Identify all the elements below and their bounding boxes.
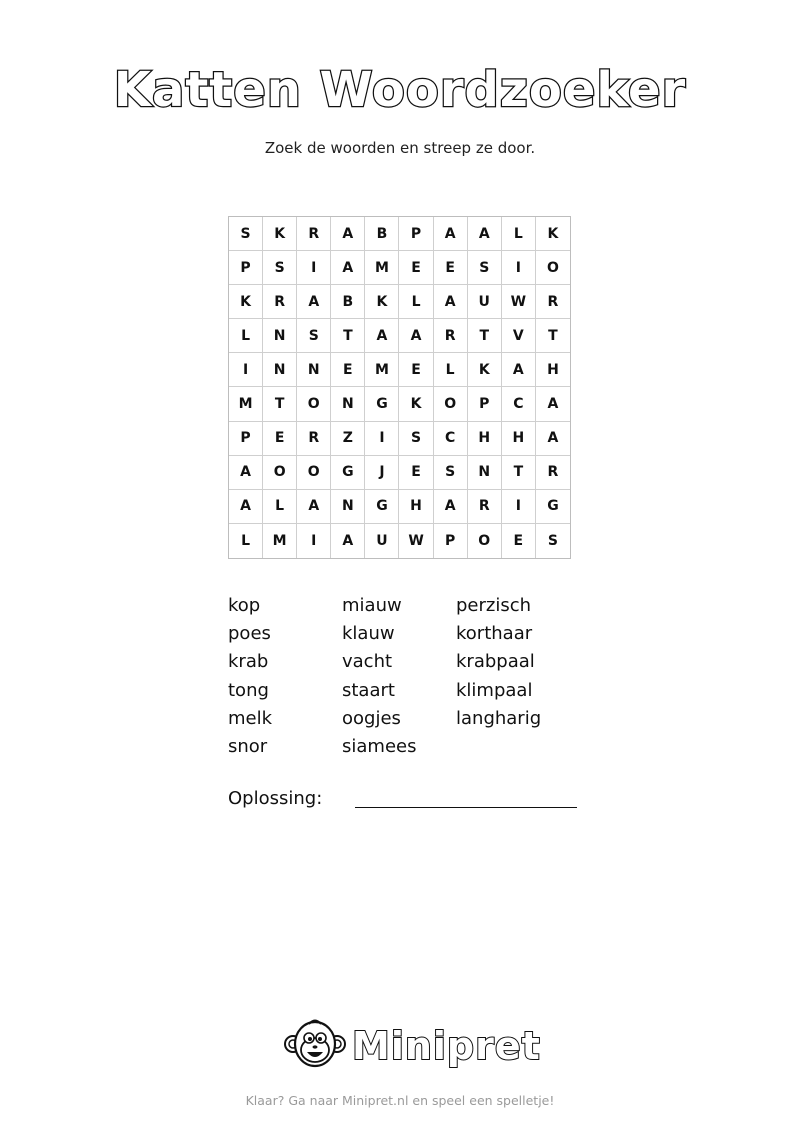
word-list-item: krabpaal [456, 651, 535, 673]
grid-cell[interactable]: N [263, 319, 297, 353]
grid-cell[interactable]: A [297, 285, 331, 319]
grid-cell[interactable]: O [297, 387, 331, 421]
grid-cell[interactable]: S [297, 319, 331, 353]
grid-cell[interactable]: S [399, 422, 433, 456]
grid-cell[interactable]: E [399, 456, 433, 490]
grid-cell[interactable]: K [263, 217, 297, 251]
grid-cell[interactable]: N [297, 353, 331, 387]
grid-cell[interactable]: N [468, 456, 502, 490]
grid-cell[interactable]: R [263, 285, 297, 319]
grid-cell[interactable]: S [547, 532, 558, 549]
grid-cell[interactable]: M [229, 387, 263, 421]
grid-cell[interactable]: A [502, 353, 536, 387]
grid-cell[interactable]: J [365, 456, 399, 490]
grid-cell[interactable]: O [263, 456, 297, 490]
word-list-item: krab [228, 651, 269, 673]
grid-cell[interactable]: A [229, 490, 263, 524]
word-list-item: snor [228, 736, 268, 758]
grid-cell[interactable]: O [468, 524, 502, 558]
grid-cell[interactable]: U [468, 285, 502, 319]
word-list-item: miauw [342, 595, 402, 616]
page-title: Katten Woordzoeker [113, 62, 687, 118]
grid-cell[interactable]: C [502, 387, 536, 421]
grid-cell[interactable]: A [331, 251, 365, 285]
solution-answer-line [355, 807, 577, 808]
grid-cell[interactable]: A [434, 285, 468, 319]
grid-cell[interactable]: S [468, 251, 502, 285]
grid-cell[interactable]: H [399, 490, 433, 524]
grid-cell[interactable]: G [365, 490, 399, 524]
word-search-grid [228, 216, 571, 559]
grid-cell[interactable]: N [263, 353, 297, 387]
word-column [456, 592, 588, 761]
grid-cell[interactable]: K [399, 387, 433, 421]
word-list-item: poes [228, 623, 271, 645]
grid-cell[interactable]: A [468, 217, 502, 251]
word-list-item: tong [228, 679, 269, 701]
grid-cell[interactable]: S [434, 456, 468, 490]
grid-cell[interactable]: T [331, 319, 365, 353]
grid-cell[interactable]: R [536, 285, 570, 319]
page-subtitle: Zoek de woorden en streep ze door. [264, 139, 536, 157]
word-list-item: oogjes [342, 707, 401, 729]
grid-cell[interactable]: I [502, 251, 536, 285]
word-list-item: perzisch [456, 595, 532, 616]
grid-cell[interactable]: A [365, 319, 399, 353]
word-list-item: siamees [342, 736, 417, 758]
grid-cell[interactable]: B [331, 285, 365, 319]
grid-cell[interactable]: B [365, 217, 399, 251]
grid-cell[interactable]: E [399, 353, 433, 387]
grid-cell[interactable]: A [331, 524, 365, 558]
grid-cell[interactable]: A [536, 387, 570, 421]
minipret-logo [284, 1016, 541, 1076]
word-list-item: klauw [342, 623, 395, 645]
word-list-item: langharig [456, 707, 542, 729]
grid-cell[interactable]: V [502, 319, 536, 353]
word-column [342, 592, 456, 761]
grid-cell[interactable]: P [468, 387, 502, 421]
grid-cell[interactable]: E [331, 353, 365, 387]
grid-cell[interactable]: E [399, 251, 433, 285]
grid-cell[interactable]: A [536, 422, 570, 456]
grid-cell[interactable]: P [399, 217, 433, 251]
grid-cell[interactable]: L [229, 319, 263, 353]
grid-cell[interactable]: A [297, 490, 331, 524]
grid-cell[interactable]: I [365, 422, 399, 456]
grid-cell[interactable]: S [229, 217, 263, 251]
grid-cell[interactable]: R [468, 490, 502, 524]
word-list-item: kop [228, 595, 261, 616]
grid-cell[interactable]: T [536, 319, 570, 353]
grid-cell[interactable]: R [434, 319, 468, 353]
grid-cell[interactable]: S [263, 251, 297, 285]
logo-wordmark: Minipret [352, 1024, 541, 1068]
grid-cell[interactable]: W [502, 285, 536, 319]
grid-cell[interactable]: M [365, 251, 399, 285]
grid-cell[interactable]: M [365, 353, 399, 387]
grid-cell[interactable]: Z [331, 422, 365, 456]
grid-cell[interactable]: I [297, 251, 331, 285]
grid-cell[interactable]: K [229, 285, 263, 319]
grid-cell[interactable]: N [331, 490, 365, 524]
grid-cell[interactable]: A [229, 456, 263, 490]
grid-cell[interactable]: L [502, 217, 536, 251]
word-list-item: klimpaal [456, 679, 533, 701]
grid-cell[interactable]: G [331, 456, 365, 490]
grid-cell[interactable]: M [263, 524, 297, 558]
grid-cell[interactable]: T [468, 319, 502, 353]
word-column [228, 592, 342, 761]
grid-cell[interactable]: K [468, 353, 502, 387]
grid-cell[interactable]: A [399, 319, 433, 353]
grid-cell[interactable]: K [365, 285, 399, 319]
grid-cell[interactable]: A [434, 217, 468, 251]
grid-cell[interactable]: K [536, 217, 570, 251]
grid-cell[interactable]: O [297, 456, 331, 490]
grid-cell[interactable]: R [536, 456, 570, 490]
grid-cell[interactable]: P [229, 251, 263, 285]
grid-cell[interactable]: I [297, 524, 331, 558]
grid-cell[interactable]: H [502, 422, 536, 456]
grid-cell[interactable]: E [434, 251, 468, 285]
grid-cell[interactable]: H [468, 422, 502, 456]
grid-cell[interactable]: O [536, 251, 570, 285]
grid-cell[interactable]: H [536, 353, 570, 387]
grid-cell[interactable]: L [263, 490, 297, 524]
footer-text: Klaar? Ga naar Minipret.nl en speel een spelletje! [245, 1093, 555, 1108]
grid-cell[interactable]: A [331, 217, 365, 251]
grid-cell[interactable]: R [297, 422, 331, 456]
word-list [228, 592, 588, 761]
grid-cell[interactable]: E [502, 524, 536, 558]
grid-cell[interactable]: P [434, 524, 468, 558]
grid-cell[interactable]: E [263, 422, 297, 456]
grid-cell[interactable]: O [434, 387, 468, 421]
grid-cell[interactable]: U [365, 524, 399, 558]
grid-cell[interactable]: W [399, 524, 433, 558]
word-list-item: korthaar [456, 623, 533, 645]
grid-cell[interactable]: T [263, 387, 297, 421]
grid-cell[interactable]: G [536, 490, 570, 524]
grid-cell[interactable]: C [434, 422, 468, 456]
grid-cell[interactable]: N [331, 387, 365, 421]
grid-cell[interactable]: A [434, 490, 468, 524]
grid-cell[interactable]: G [365, 387, 399, 421]
grid-cell[interactable]: L [229, 524, 263, 558]
word-list-item: staart [342, 679, 395, 701]
grid-cell[interactable]: T [502, 456, 536, 490]
monkey-logo-icon [284, 1016, 346, 1076]
word-list-item: vacht [342, 651, 393, 673]
grid-cell[interactable]: I [502, 490, 536, 524]
solution-label: Oplossing: [228, 788, 323, 809]
grid-cell[interactable]: L [434, 353, 468, 387]
grid-cell[interactable]: I [229, 353, 263, 387]
grid-cell[interactable]: L [399, 285, 433, 319]
grid-cell[interactable]: P [229, 422, 263, 456]
word-list-item: melk [228, 707, 273, 729]
grid-cell[interactable]: R [297, 217, 331, 251]
